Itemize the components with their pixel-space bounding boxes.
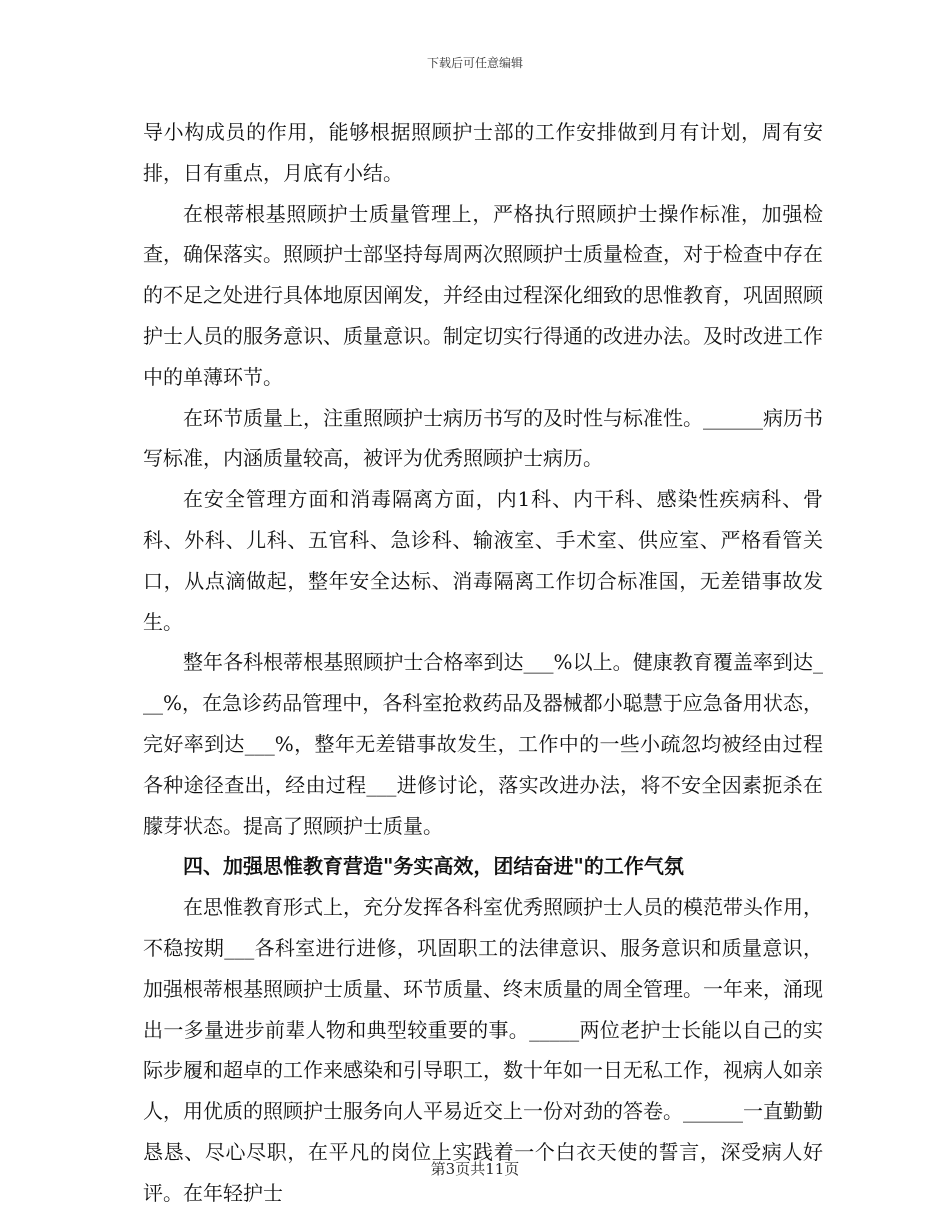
document-body: [143, 112, 823, 1214]
section-heading: 四、加强思惟教育营造"务实高效，团结奋进"的工作气氛: [183, 854, 684, 879]
paragraph-ideological-education: 在思惟教育形式上，充分发挥各科室优秀照顾护士人员的模范带头作用，不稳按期___各科室进行进修，巩固职工的法律意识、服务意识和质量意识，加强根蒂根基照顾护士质量、环节质量、终末质量的周全管理。一年来，涌现出一多量进步前辈人物和典型较重要的事。_____两位老护士长能以自己的实际步履和超卓的工作来感染和引导职工，数十年如一日无私工作，视病人如亲人，用优质的照顾护士服务向人平易近交上一份对劲的答卷。______一直勤勤恳恳、尽心尽职，在平凡的岗位上实践着一个白衣天使的誓言，深受病人好评。在年轻护士: [143, 895, 823, 1205]
paragraph-process-quality: 在环节质量上，注重照顾护士病历书写的及时性与标准性。______病历书写标准，内涵质量较高，被评为优秀照顾护士病历。: [143, 405, 823, 471]
paragraph-qualification-rate: 整年各科根蒂根基照顾护士合格率到达___%以上。健康教育覆盖率到达___%，在急诊药品管理中，各科室抢救药品及器械都小聪慧于应急备用状态，完好率到达___%，整年无差错事故发生，工作中的一些小疏忽均被经由过程各种途径查出，经由过程___进修讨论，落实改进办法，将不安全因素扼杀在朦芽状态。提高了照顾护士质量。: [143, 650, 823, 838]
page-footer: 第3页共11页: [430, 1160, 520, 1178]
paragraph-safety-management: 在安全管理方面和消毒隔离方面，内1科、内干科、感染性疾病科、骨科、外科、儿科、五官科、急诊科、输液室、手术室、供应室、严格看管关口，从点滴做起，整年安全达标、消毒隔离工作切合标准国，无差错事故发生。: [143, 487, 823, 634]
page-header: 下载后可任意编辑: [426, 56, 523, 70]
paragraph-continuation: 导小构成员的作用，能够根据照顾护士部的工作安排做到月有计划，周有安排，日有重点，月底有小结。: [143, 120, 823, 185]
paragraph-quality-management: 在根蒂根基照顾护士质量管理上，严格执行照顾护士操作标准，加强检查，确保落实。照顾护士部坚持每周两次照顾护士质量检查，对于检查中存在的不足之处进行具体地原因阐发，并经由过程深化细致的思惟教育，巩固照顾护士人员的服务意识、质量意识。制定切实行得通的改进办法。及时改进工作中的单薄环节。: [143, 201, 823, 389]
